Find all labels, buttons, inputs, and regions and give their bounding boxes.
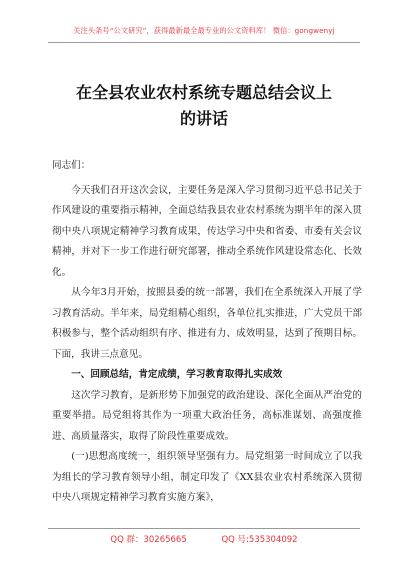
document-body (52, 156, 362, 509)
title-line-1: 在全县农业农村系统专题总结会议上 (75, 83, 332, 102)
footer-contact (0, 533, 408, 545)
title-line-2: 的讲话 (179, 109, 228, 128)
footer-divider (48, 528, 360, 529)
salutation: 同志们： (52, 160, 91, 171)
document-title (40, 80, 368, 132)
footer-qq-number: QQ 号:535304092 (221, 535, 298, 545)
footer-qq-group: QQ 群：30265665 (110, 535, 187, 545)
header-promo-note: 关注头条号“公文研究”，获得最新最全最专业的公文资料库！ 微信：gongwenyj (73, 26, 335, 35)
paragraph-1: 今天我们召开这次会议，主要任务是深入学习贯彻习近平总书记关于作风建设的重要指示精神，全面总结我县农业农村系统为期半年的深入贯彻中央八项规定精神学习教育成果，传达学习中央和省委、市委有关会议精神，并对下一步工作进行研究部署，推动全系统作风建设常态化、长效化。 (52, 184, 362, 278)
paragraph-2: 从今年3月开始，按照县委的统一部署，我们在全系统深入开展了学习教育活动。半年来，局党组精心组织，各单位扎实推进，广大党员干部积极参与，整个活动组织有序、推进有力、成效明显，达到了预期目标。下面，我讲三点意见。 (52, 287, 362, 360)
header-divider (48, 42, 360, 43)
paragraph-3: 这次学习教育，是新形势下加强党的政治建设、深化全面从严治党的重要举措。局党组将其作为一项重大政治任务，高标准谋划、高强度推进、高质量落实，取得了阶段性重要成效。 (52, 389, 362, 442)
section-heading-1: 一、回顾总结，肯定成绩，学习教育取得扎实成效 (71, 369, 283, 380)
paragraph-4: (一)思想高度统一，组织领导坚强有力。局党组第一时间成立了以我为组长的学习教育领导小组，制定印发了《XX县农业农村系统深入贯彻中央八项规定精神学习教育实施方案》， (52, 451, 362, 503)
